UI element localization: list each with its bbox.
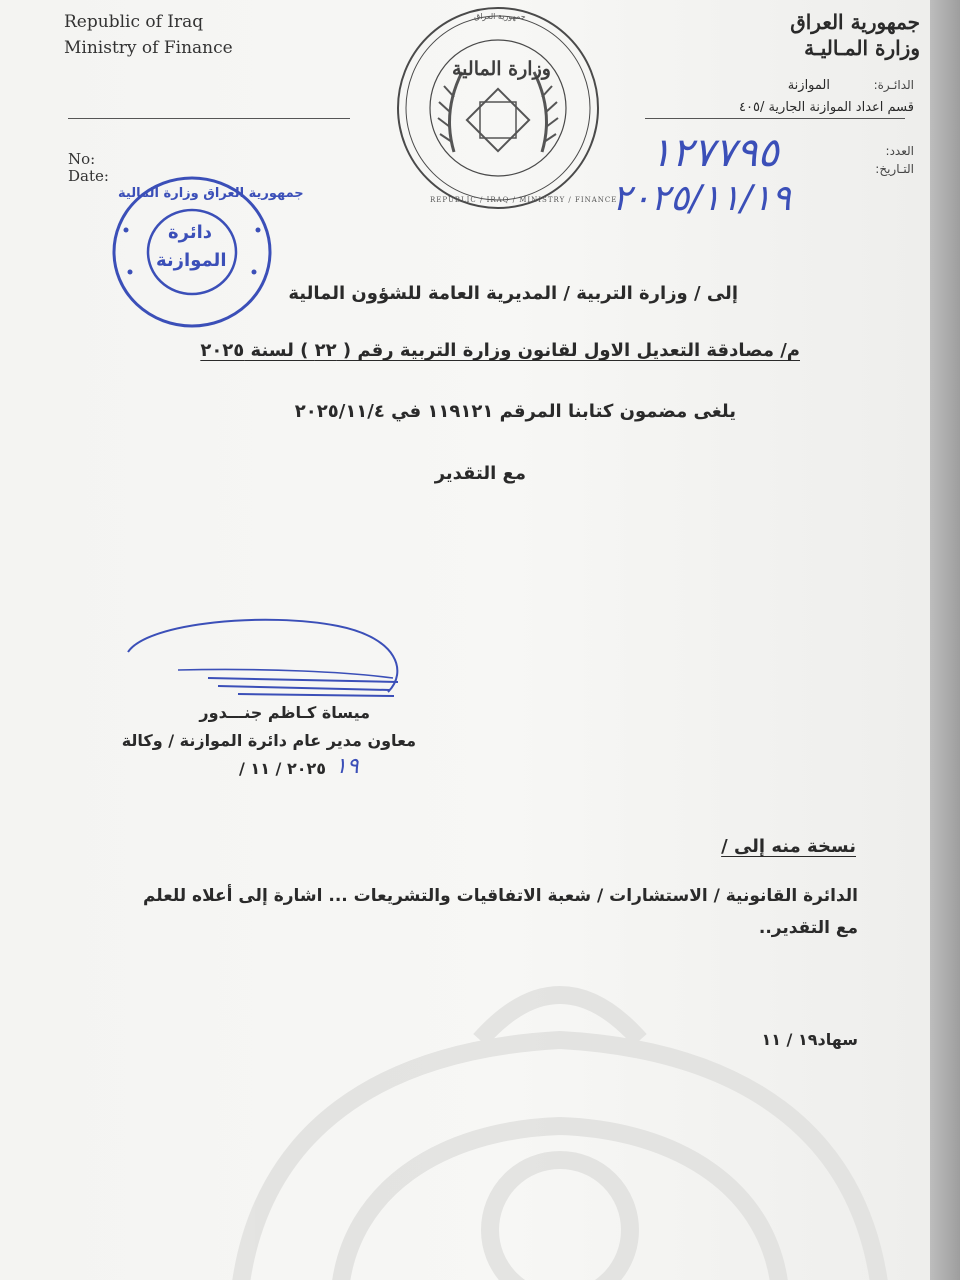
- signatory-date-handwritten: ١٩: [335, 754, 359, 779]
- stamp-center-line2: الموازنة: [156, 250, 227, 271]
- header-ministry-ar: وزارة المـاليـة: [804, 36, 920, 60]
- copy-to-line1: الدائرة القانونية / الاستشارات / شعبة الاتفاقيات والتشريعات ... اشارة إلى أعلاه للعلم: [142, 886, 858, 906]
- header-right-rule: [645, 118, 905, 119]
- department-value: الموازنة: [787, 78, 830, 93]
- date-label: Date:: [68, 167, 109, 185]
- watermark-ornament: [180, 930, 930, 1280]
- ministry-seal: [392, 2, 604, 214]
- page-edge-shadow: [930, 0, 960, 1280]
- subject-line: م/ مصادقة التعديل الاول لقانون وزارة التربية رقم ( ٢٢ ) لسنة ٢٠٢٥: [200, 340, 800, 361]
- copy-to-line2: مع التقدير..: [758, 918, 858, 938]
- no-label: No:: [68, 150, 96, 168]
- date-label-ar: التـاريخ:: [875, 162, 914, 176]
- stamp-center-line1: دائرة: [168, 222, 212, 243]
- section-name: قسم اعداد الموازنة الجارية /٤٠٥: [739, 100, 914, 115]
- header-country-en: Republic of Iraq: [64, 12, 204, 32]
- footer-initials: سهاد١٩ / ١١: [761, 1030, 858, 1049]
- stamp-ring-text: جمهورية العراق وزارة المالية: [118, 186, 304, 201]
- seal-top-text: جمهورية العراق: [474, 12, 526, 21]
- signatory-date: ٢٠٢٥ / ١١ /: [239, 759, 326, 778]
- header-left-rule: [68, 118, 350, 119]
- department-label: الدائـرة:: [873, 78, 914, 92]
- handwritten-date: ٢٠٢٥/١١/١٩: [612, 178, 791, 219]
- content-line: يلغى مضمون كتابنا المرقم ١١٩١٢١ في ٢٠٢٥/١١/٤: [294, 401, 736, 422]
- copy-to-heading: نسخة منه إلى /: [721, 836, 856, 857]
- number-label: العدد:: [885, 144, 914, 158]
- header-country-ar: جمهورية العراق: [790, 10, 920, 34]
- handwritten-number: ١٢٧٧٩٥: [650, 130, 779, 176]
- seal-center-text: وزارة المالية: [452, 58, 551, 80]
- closing-line: مع التقدير: [434, 463, 526, 484]
- signatory-title: معاون مدير عام دائرة الموازنة / وكالة: [121, 731, 416, 750]
- signatory-name: ميساة كـاظم جنـــدور: [199, 703, 370, 722]
- addressee-line: إلى / وزارة التربية / المديرية العامة للشؤون المالية: [288, 283, 738, 304]
- seal-ring-text: REPUBLIC / IRAQ / MINISTRY / FINANCE: [430, 196, 618, 204]
- header-ministry-en: Ministry of Finance: [64, 38, 233, 58]
